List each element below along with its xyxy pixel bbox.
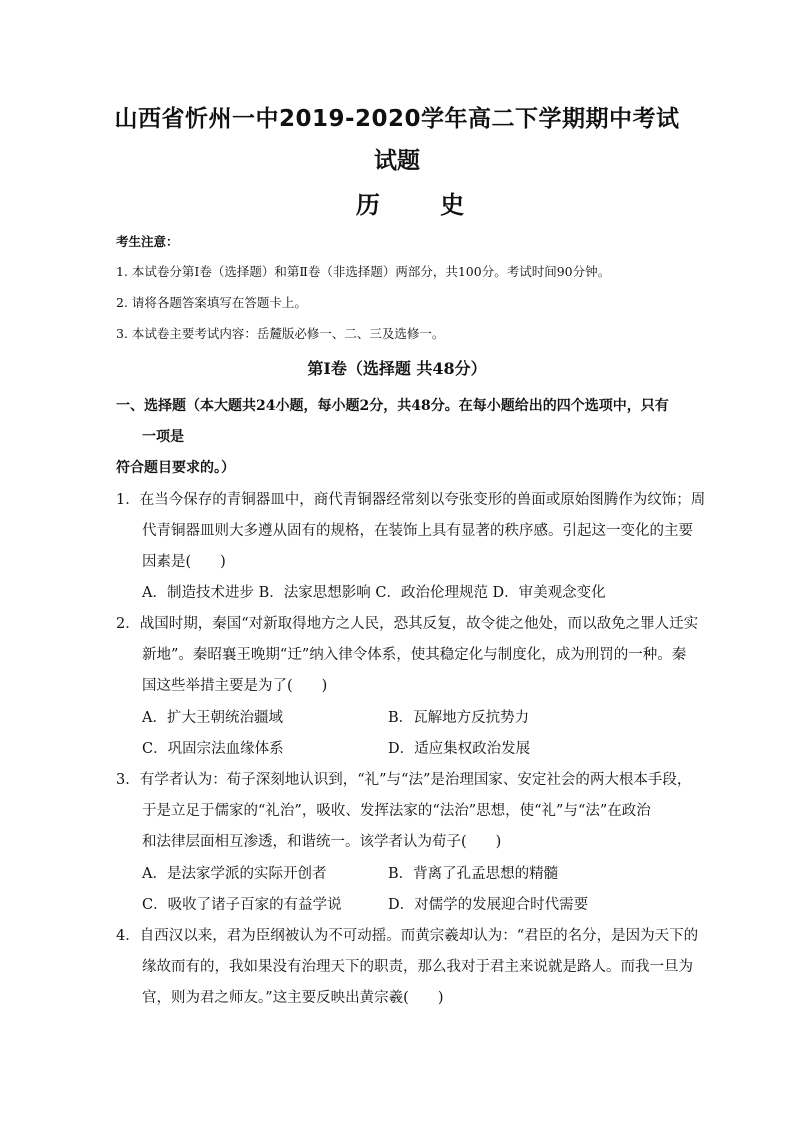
question-2-option-d: D．适应集权政治发展 bbox=[388, 741, 531, 757]
notice-item: 3. 本试卷主要考试内容：岳麓版必修一、二、三及选修一。 bbox=[116, 326, 445, 341]
question-3-text: 于是立足于儒家的“礼治”，吸收、发挥法家的“法治”思想，使“礼”与“法”在政治 bbox=[142, 803, 651, 819]
question-3-option-b: B．背离了孔孟思想的精髓 bbox=[388, 866, 559, 882]
question-1-text: 1．在当今保存的青铜器皿中，商代青铜器经常刻以夸张变形的兽面或原始图腾作为纹饰；周 bbox=[116, 492, 706, 508]
question-2-option-b: B．瓦解地方反抗势力 bbox=[388, 710, 530, 726]
notice-heading: 考生注意： bbox=[116, 234, 179, 249]
question-4-text: 4．自西汉以来，君为臣纲被认为不可动摇。而黄宗羲却认为：“君臣的名分，是因为天下的 bbox=[116, 928, 699, 944]
question-3-option-d: D．对儒学的发展迎合时代需要 bbox=[388, 897, 589, 913]
question-3-option-a: A．是法家学派的实际开创者 bbox=[142, 866, 327, 882]
question-1-options: A．制造技术进步 B．法家思想影响 C．政治伦理规范 D．审美观念变化 bbox=[142, 585, 606, 601]
document-title: 山西省忻州一中2019-2020学年高二下学期期中考试 bbox=[114, 106, 680, 132]
section-instruction: 符合题目要求的。） bbox=[116, 460, 235, 476]
section-heading: 第Ⅰ卷（选择题 共48分） bbox=[307, 359, 487, 378]
notice-item: 2. 请将各题答案填写在答题卡上。 bbox=[116, 295, 307, 310]
question-4-text: 官，则为君之师友。”这主要反映出黄宗羲( ) bbox=[142, 990, 444, 1006]
question-4-text: 缘故而有的，我如果没有治理天下的职责，那么我对于君主来说就是路人。而我一旦为 bbox=[142, 959, 693, 975]
question-2-text: 2．战国时期，秦国“对新取得地方之人民，恐其反复，故令徙之他处，而以敌免之罪人迁实 bbox=[116, 616, 699, 632]
notice-item: 1. 本试卷分第Ⅰ卷（选择题）和第Ⅱ卷（非选择题）两部分，共100分。考试时间90分钟。 bbox=[116, 264, 611, 279]
section-instruction: 一、选择题（本大题共24小题，每小题2分，共48分。在每小题给出的四个选项中，只有 bbox=[116, 398, 669, 414]
question-3-text: 和法律层面相互渗透，和谐统一。该学者认为荀子( ) bbox=[142, 834, 502, 850]
question-2-option-c: C．巩固宗法血缘体系 bbox=[142, 741, 284, 757]
subject-heading: 历 史 bbox=[355, 191, 491, 219]
question-1-text: 因素是( ) bbox=[142, 554, 226, 570]
document-title-continued: 试题 bbox=[374, 148, 420, 174]
question-2-text: 国这些举措主要是为了( ) bbox=[142, 678, 328, 694]
question-3-text: 3．有学者认为：荀子深刻地认识到，“礼”与“法”是治理国家、安定社会的两大根本手段， bbox=[116, 772, 692, 788]
question-1-text: 代青铜器皿则大多遵从固有的规格，在装饰上具有显著的秩序感。引起这一变化的主要 bbox=[142, 523, 693, 539]
question-2-option-a: A．扩大王朝统治疆域 bbox=[142, 710, 283, 726]
question-3-option-c: C．吸收了诸子百家的有益学说 bbox=[142, 897, 342, 913]
section-instruction: 一项是 bbox=[142, 429, 184, 445]
question-2-text: 新地”。秦昭襄王晚期“迁”纳入律令体系，使其稳定化与制度化，成为刑罚的一种。秦 bbox=[142, 647, 687, 663]
